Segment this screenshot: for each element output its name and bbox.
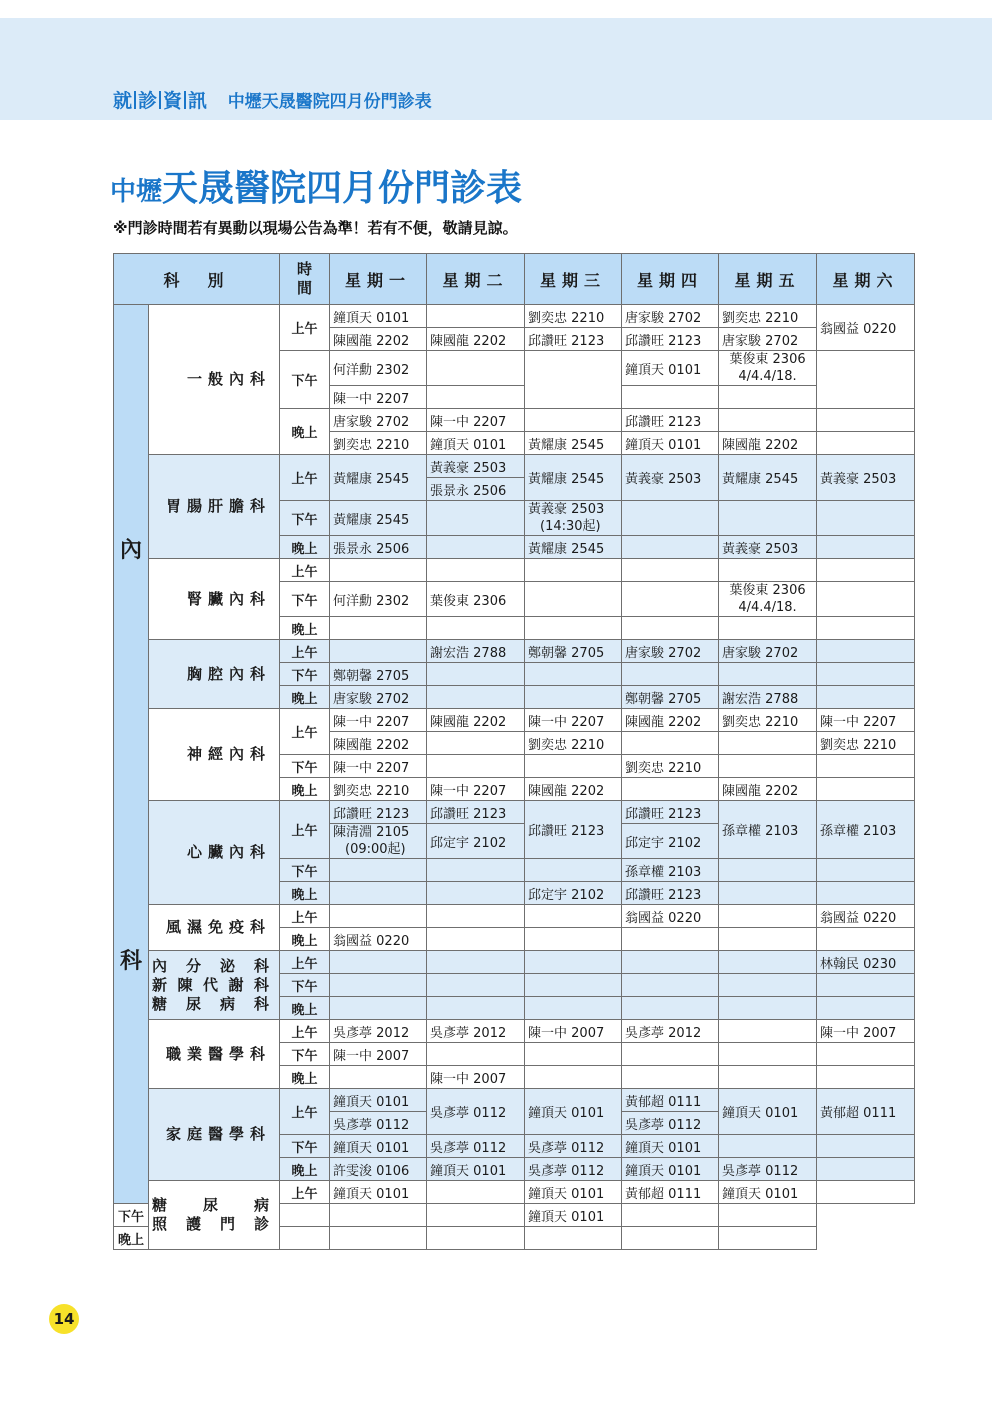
schedule-cell	[719, 1043, 817, 1066]
schedule-cell	[817, 409, 915, 432]
session-label: 晚上	[280, 882, 330, 905]
schedule-cell	[525, 559, 622, 582]
schedule-cell	[817, 928, 915, 951]
schedule-cell	[817, 582, 915, 617]
schedule-cell	[719, 951, 817, 974]
schedule-cell	[817, 559, 915, 582]
schedule-cell	[719, 1020, 817, 1043]
schedule-cell: 陳一中 2007	[427, 1066, 525, 1089]
header-wed: 星期三	[525, 254, 622, 305]
schedule-cell: 孫章權 2103	[817, 801, 915, 859]
header-sat: 星期六	[817, 254, 915, 305]
table-row	[114, 951, 915, 974]
schedule-cell	[525, 859, 622, 882]
schedule-cell	[427, 1181, 525, 1204]
schedule-cell: 陳一中 2007	[330, 1043, 427, 1066]
schedule-cell: 黃郁超 0111	[817, 1089, 915, 1135]
schedule-cell	[719, 386, 817, 409]
schedule-cell: 鄭朝馨 2705	[525, 640, 622, 663]
schedule-cell	[817, 617, 915, 640]
schedule-cell	[817, 1135, 915, 1158]
schedule-cell	[622, 1204, 719, 1227]
schedule-cell: 翁國益 0220	[817, 905, 915, 928]
schedule-cell: 邱讚旺 2123	[622, 801, 719, 824]
schedule-cell: 劉奕忠 2210	[525, 732, 622, 755]
session-label: 晚上	[280, 928, 330, 951]
schedule-cell: 鐘頂天 0101	[330, 305, 427, 328]
session-label: 下午	[280, 582, 330, 617]
session-label: 晚上	[280, 997, 330, 1020]
schedule-cell: 孫章權 2103	[719, 801, 817, 859]
schedule-cell: 黃義豪 2503	[622, 455, 719, 501]
schedule-cell	[330, 859, 427, 882]
schedule-cell: 邱讚旺 2123	[525, 801, 622, 859]
schedule-cell: 黃耀康 2545	[525, 455, 622, 501]
schedule-cell: 陳國龍 2202	[622, 709, 719, 732]
schedule-cell: 陳一中 2007	[525, 1020, 622, 1043]
header-mon: 星期一	[330, 254, 427, 305]
schedule-cell	[525, 663, 622, 686]
schedule-cell: 唐家駿 2702	[622, 305, 719, 328]
schedule-cell	[719, 905, 817, 928]
schedule-cell: 葉俊東 2306 4/4.4/18.	[719, 351, 817, 386]
schedule-cell	[330, 997, 427, 1020]
session-label: 下午	[280, 1043, 330, 1066]
schedule-cell: 鐘頂天 0101	[427, 1158, 525, 1181]
schedule-cell	[719, 617, 817, 640]
schedule-cell	[622, 778, 719, 801]
schedule-cell	[427, 501, 525, 536]
schedule-cell	[817, 1158, 915, 1181]
schedule-cell: 吳彥葶 2012	[330, 1020, 427, 1043]
schedule-cell	[622, 974, 719, 997]
dept-kidney: 腎臟內科	[149, 559, 280, 640]
dept-endocrine: 內分泌科 新陳代謝科 糖尿病科	[149, 951, 280, 1020]
schedule-cell	[719, 997, 817, 1020]
schedule-cell: 吳彥葶 0112	[525, 1135, 622, 1158]
schedule-cell: 陳清淵 2105 (09:00起)	[330, 824, 427, 859]
schedule-cell: 黃耀康 2545	[330, 455, 427, 501]
schedule-cell: 許雯浚 0106	[330, 1158, 427, 1181]
schedule-cell	[719, 732, 817, 755]
schedule-cell: 鐘頂天 0101	[622, 1135, 719, 1158]
schedule-cell: 林翰民 0230	[817, 951, 915, 974]
schedule-cell	[427, 997, 525, 1020]
schedule-cell	[427, 974, 525, 997]
table-row	[114, 1181, 915, 1204]
schedule-cell: 張景永 2506	[330, 536, 427, 559]
schedule-cell: 劉奕忠 2210	[525, 305, 622, 328]
schedule-cell: 邱讚旺 2123	[330, 801, 427, 824]
schedule-cell: 劉奕忠 2210	[817, 732, 915, 755]
schedule-cell	[719, 1135, 817, 1158]
session-label: 上午	[280, 801, 330, 859]
schedule-cell: 吳彥葶 0112	[525, 1158, 622, 1181]
session-label: 上午	[280, 1181, 330, 1204]
schedule-cell: 唐家駿 2702	[719, 640, 817, 663]
schedule-cell	[330, 882, 427, 905]
header-thu: 星期四	[622, 254, 719, 305]
session-label: 下午	[280, 755, 330, 778]
schedule-cell: 陳一中 2207	[525, 709, 622, 732]
schedule-cell	[525, 951, 622, 974]
schedule-cell	[817, 882, 915, 905]
schedule-cell: 唐家駿 2702	[719, 328, 817, 351]
category-internal-medicine: 內 科	[114, 305, 149, 1204]
dept-chest: 胸腔內科	[149, 640, 280, 709]
schedule-cell	[817, 640, 915, 663]
schedule-cell	[719, 559, 817, 582]
table-row	[114, 801, 915, 824]
schedule-cell	[427, 386, 525, 409]
schedule-cell	[427, 305, 525, 328]
schedule-cell: 鐘頂天 0101	[525, 1089, 622, 1135]
schedule-cell: 陳國龍 2202	[525, 778, 622, 801]
schedule-cell: 鐘頂天 0101	[719, 1089, 817, 1135]
schedule-cell: 黃郁超 0111	[622, 1089, 719, 1112]
schedule-cell: 鐘頂天 0101	[330, 1135, 427, 1158]
schedule-cell: 張景永 2506	[427, 478, 525, 501]
schedule-cell: 吳彥葶 2012	[622, 1020, 719, 1043]
schedule-cell: 葉俊東 2306	[427, 582, 525, 617]
schedule-cell: 陳國龍 2202	[427, 709, 525, 732]
session-label: 上午	[280, 640, 330, 663]
schedule-cell	[427, 1227, 525, 1250]
session-label: 下午	[280, 663, 330, 686]
session-label: 晚上	[280, 617, 330, 640]
schedule-cell: 陳一中 2207	[427, 778, 525, 801]
schedule-cell	[719, 1204, 817, 1227]
schedule-cell: 吳彥葶 0112	[719, 1158, 817, 1181]
header-category: 科 別	[114, 254, 280, 305]
schedule-cell	[525, 974, 622, 997]
schedule-cell	[719, 755, 817, 778]
schedule-cell	[719, 928, 817, 951]
session-label: 下午	[280, 501, 330, 536]
schedule-cell	[330, 640, 427, 663]
schedule-cell	[719, 663, 817, 686]
schedule-cell	[427, 928, 525, 951]
session-label: 下午	[280, 351, 330, 409]
schedule-cell: 鐘頂天 0101	[525, 1181, 622, 1204]
schedule-cell	[427, 663, 525, 686]
session-label: 晚上	[280, 409, 330, 455]
schedule-cell	[427, 905, 525, 928]
schedule-cell	[817, 1043, 915, 1066]
schedule-cell: 邱讚旺 2123	[622, 882, 719, 905]
session-label: 晚上	[114, 1227, 149, 1250]
schedule-cell: 劉奕忠 2210	[330, 778, 427, 801]
schedule-cell	[525, 997, 622, 1020]
schedule-cell: 邱讚旺 2123	[622, 328, 719, 351]
schedule-cell: 鄭朝馨 2705	[330, 663, 427, 686]
table-header-row	[114, 254, 915, 305]
schedule-cell	[622, 536, 719, 559]
schedule-cell	[427, 882, 525, 905]
schedule-cell: 陳國龍 2202	[427, 328, 525, 351]
session-label: 晚上	[280, 1066, 330, 1089]
schedule-cell	[330, 1204, 427, 1227]
schedule-cell: 吳彥葶 0112	[330, 1112, 427, 1135]
schedule-cell	[622, 386, 719, 409]
schedule-cell	[330, 905, 427, 928]
schedule-cell: 劉奕忠 2210	[622, 755, 719, 778]
table-row	[114, 455, 915, 478]
schedule-cell	[817, 778, 915, 801]
schedule-cell: 邱定宇 2102	[622, 824, 719, 859]
schedule-cell	[817, 755, 915, 778]
schedule-cell: 黃義豪 2503	[719, 536, 817, 559]
schedule-cell	[719, 409, 817, 432]
schedule-cell: 黃耀康 2545	[330, 501, 427, 536]
schedule-cell: 黃義豪 2503 (14:30起)	[525, 501, 622, 536]
schedule-cell	[719, 1066, 817, 1089]
schedule-cell: 吳彥葶 0112	[622, 1112, 719, 1135]
schedule-cell: 唐家駿 2702	[622, 640, 719, 663]
schedule-cell: 葉俊東 2306 4/4.4/18.	[719, 582, 817, 617]
schedule-cell	[817, 536, 915, 559]
schedule-cell	[817, 859, 915, 882]
session-label: 上午	[280, 1020, 330, 1043]
section-kicker: 就 診 資 訊	[113, 90, 208, 112]
table-row	[114, 559, 915, 582]
schedule-cell: 陳一中 2207	[330, 386, 427, 409]
schedule-cell	[817, 686, 915, 709]
table-row	[114, 1020, 915, 1043]
schedule-cell	[817, 351, 915, 409]
schedule-cell: 翁國益 0220	[330, 928, 427, 951]
schedule-cell: 鄭朝馨 2705	[622, 686, 719, 709]
schedule-cell	[622, 582, 719, 617]
schedule-cell	[427, 859, 525, 882]
schedule-cell: 陳一中 2207	[330, 755, 427, 778]
schedule-cell: 鐘頂天 0101	[622, 432, 719, 455]
schedule-cell: 鐘頂天 0101	[719, 1181, 817, 1204]
schedule-cell	[427, 617, 525, 640]
schedule-cell: 劉奕忠 2210	[330, 432, 427, 455]
schedule-cell: 黃義豪 2503	[817, 455, 915, 501]
schedule-cell	[330, 559, 427, 582]
header-tue: 星期二	[427, 254, 525, 305]
schedule-cell: 陳國龍 2202	[330, 328, 427, 351]
schedule-cell: 謝宏浩 2788	[719, 686, 817, 709]
schedule-cell	[525, 582, 622, 617]
schedule-cell	[525, 905, 622, 928]
session-label: 晚上	[280, 686, 330, 709]
session-label: 上午	[280, 305, 330, 351]
table-row	[114, 305, 915, 328]
clinic-schedule-table	[113, 253, 915, 1250]
schedule-cell	[525, 1066, 622, 1089]
schedule-cell	[525, 928, 622, 951]
schedule-cell	[719, 974, 817, 997]
schedule-cell: 翁國益 0220	[622, 905, 719, 928]
session-label: 晚上	[280, 536, 330, 559]
schedule-cell: 何洋勳 2302	[330, 351, 427, 386]
schedule-cell	[330, 951, 427, 974]
table-row	[114, 709, 915, 732]
schedule-cell	[622, 501, 719, 536]
schedule-cell: 鐘頂天 0101	[622, 351, 719, 386]
dept-occupational: 職業醫學科	[149, 1020, 280, 1089]
schedule-cell: 唐家駿 2702	[330, 686, 427, 709]
schedule-cell: 邱讚旺 2123	[525, 328, 622, 351]
schedule-cell: 謝宏浩 2788	[427, 640, 525, 663]
schedule-cell: 陳國龍 2202	[330, 732, 427, 755]
session-label: 上午	[280, 559, 330, 582]
schedule-cell: 唐家駿 2702	[330, 409, 427, 432]
dept-gi: 胃腸肝膽科	[149, 455, 280, 559]
session-label: 上午	[280, 905, 330, 928]
schedule-cell	[817, 1066, 915, 1089]
schedule-cell	[719, 501, 817, 536]
schedule-cell	[280, 1227, 330, 1250]
schedule-cell	[427, 732, 525, 755]
schedule-cell	[622, 559, 719, 582]
schedule-cell	[330, 1066, 427, 1089]
schedule-cell	[622, 1043, 719, 1066]
schedule-cell	[330, 617, 427, 640]
schedule-cell	[622, 1066, 719, 1089]
session-label: 晚上	[280, 1158, 330, 1181]
schedule-cell: 吳彥葶 0112	[427, 1089, 525, 1135]
schedule-cell	[525, 351, 622, 409]
schedule-cell	[427, 686, 525, 709]
schedule-cell	[525, 1227, 622, 1250]
schedule-cell	[525, 617, 622, 640]
schedule-cell	[622, 997, 719, 1020]
schedule-cell	[719, 859, 817, 882]
schedule-cell: 鐘頂天 0101	[427, 432, 525, 455]
schedule-cell: 黃耀康 2545	[719, 455, 817, 501]
schedule-notice: ※門診時間若有異動以現場公告為準！若有不便，敬請見諒。	[113, 219, 518, 237]
schedule-cell	[817, 432, 915, 455]
schedule-cell	[622, 951, 719, 974]
schedule-cell: 邱讚旺 2123	[622, 409, 719, 432]
schedule-cell	[719, 882, 817, 905]
schedule-cell	[427, 536, 525, 559]
schedule-cell: 劉奕忠 2210	[719, 305, 817, 328]
session-label: 晚上	[280, 778, 330, 801]
schedule-cell: 邱定宇 2102	[427, 824, 525, 859]
schedule-cell: 邱讚旺 2123	[427, 801, 525, 824]
schedule-cell: 吳彥葶 2012	[427, 1020, 525, 1043]
table-row	[114, 640, 915, 663]
schedule-cell	[427, 1043, 525, 1066]
schedule-cell	[427, 1204, 525, 1227]
schedule-cell: 劉奕忠 2210	[719, 709, 817, 732]
schedule-cell	[719, 1227, 817, 1250]
page-number-badge: 14	[49, 1304, 79, 1334]
schedule-cell	[427, 755, 525, 778]
dept-cardio: 心臟內科	[149, 801, 280, 905]
schedule-cell	[622, 928, 719, 951]
schedule-cell: 陳國龍 2202	[719, 778, 817, 801]
table-row	[114, 905, 915, 928]
dept-rheum: 風濕免疫科	[149, 905, 280, 951]
section-header	[113, 86, 432, 113]
schedule-cell	[622, 732, 719, 755]
schedule-cell: 陳國龍 2202	[719, 432, 817, 455]
schedule-cell	[817, 501, 915, 536]
schedule-cell: 陳一中 2207	[330, 709, 427, 732]
schedule-cell: 黃耀康 2545	[525, 432, 622, 455]
schedule-cell: 鐘頂天 0101	[622, 1158, 719, 1181]
session-label: 上午	[280, 455, 330, 501]
schedule-cell: 吳彥葶 0112	[427, 1135, 525, 1158]
schedule-cell	[525, 686, 622, 709]
section-title: 中壢天晟醫院四月份門診表	[227, 92, 432, 112]
schedule-cell	[330, 1227, 427, 1250]
schedule-cell	[817, 663, 915, 686]
schedule-cell: 孫章權 2103	[622, 859, 719, 882]
schedule-cell	[525, 755, 622, 778]
header-time: 時 間	[280, 254, 330, 305]
dept-general: 一般內科	[149, 305, 280, 455]
dept-family: 家庭醫學科	[149, 1089, 280, 1181]
schedule-cell	[525, 409, 622, 432]
schedule-cell	[622, 1227, 719, 1250]
schedule-cell	[622, 617, 719, 640]
schedule-cell: 翁國益 0220	[817, 305, 915, 351]
schedule-cell: 陳一中 2207	[817, 709, 915, 732]
schedule-cell: 黃義豪 2503	[427, 455, 525, 478]
schedule-cell	[622, 663, 719, 686]
session-label: 下午	[280, 1135, 330, 1158]
schedule-cell	[817, 997, 915, 1020]
schedule-cell: 黃郁超 0111	[622, 1181, 719, 1204]
schedule-cell: 鐘頂天 0101	[330, 1181, 427, 1204]
session-label: 下午	[114, 1204, 149, 1227]
schedule-cell	[817, 1181, 915, 1204]
schedule-cell	[427, 351, 525, 386]
dept-neuro: 神經內科	[149, 709, 280, 801]
schedule-cell	[817, 974, 915, 997]
dept-diabetes-care: 糖尿病 照護門診	[149, 1181, 280, 1250]
session-label: 上午	[280, 1089, 330, 1135]
table-row	[114, 1089, 915, 1112]
header-fri: 星期五	[719, 254, 817, 305]
schedule-cell: 黃耀康 2545	[525, 536, 622, 559]
schedule-cell: 鐘頂天 0101	[330, 1089, 427, 1112]
schedule-cell	[427, 559, 525, 582]
session-label: 下午	[280, 974, 330, 997]
schedule-cell: 陳一中 2207	[427, 409, 525, 432]
schedule-cell: 鐘頂天 0101	[525, 1204, 622, 1227]
schedule-cell: 何洋勳 2302	[330, 582, 427, 617]
page-title: 中壢天晟醫院四月份門診表	[110, 168, 523, 209]
schedule-cell: 陳一中 2007	[817, 1020, 915, 1043]
schedule-cell	[525, 1043, 622, 1066]
session-label: 上午	[280, 709, 330, 755]
schedule-cell: 邱定宇 2102	[525, 882, 622, 905]
schedule-cell	[280, 1204, 330, 1227]
schedule-cell	[330, 974, 427, 997]
session-label: 下午	[280, 859, 330, 882]
schedule-cell	[427, 951, 525, 974]
session-label: 上午	[280, 951, 330, 974]
